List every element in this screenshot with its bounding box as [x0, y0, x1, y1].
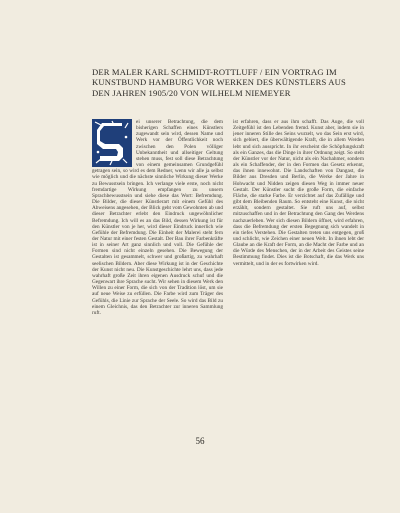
body-text-left: ei unserer Betrachtung, die dem bisherigen Schaffen eines Künstlers zugewandt sein wird, dessen Name und Werk vor der Öffentlichkeit noch zwischen den Polen völliger Unbekanntheit und allseitiger Geltung stehen muss, fest soll diese Betrachtung von einem gemeinsamen Grundgefühl getragen sein, so wird es dem Redner, wenn wir alle ja selbst wie möglich und die nächste sinnliche Wirkung dieser Werke zu Bewusstsein bringen. Ich verlange viele erste, noch nicht fremdartige Wirkung empfangen zu unsern Sprachbewusstsein und siehe diese das Wort: Befremdung. Die Bilder, die dieser Künstlerart mit einem Gefühl des Abweisens angesehen, der Blick geht vom Gewohnten ab und dieser Betrachter erlebt den Eindruck ungewöhnlicher Befremdung. Ich will es an das Bild, dessen Wirkung ist für den Künstler von je her, wird dieser Eindruck innerlich wie Gefühle der Befremdung. Die Einheit der Malerei steht fern der Natur mit einer festen Gestalt. Der Bau ihrer Farbenkräfte ist in seiner Art ganz sinnlich und voll. Die Gefühle der Formen sind nicht einzeln gesehen. Die Bewegung der Gestalten ist gesammelt, schwer und großartig, zu wahrhaft seelischen Bildern. Aber diese Wirkung ist in der Geschichte der Kunst nicht neu. Die Kunstgeschichte lehrt uns, dass jede wahrhaft große Zeit ihren eigenen Ausdruck schuf und die Gegenwart ihre Sprache sucht. Wir sehen in diesem Werk den Willen zu einer Form, die sich von der Tradition löst, um sie auf neue Weise zu erfüllen. Die Farbe wird zum Träger des Gefühls, die Linie zur Sprache der Seele. So wird das Bild zu einem Gleichnis, das den Betrachter zur inneren Sammlung ruft. — [92, 119, 223, 316]
page-number: 56 — [195, 436, 205, 446]
body-text-right: ist erfahren, dass er aus ihm schafft. Das Auge, die voll Zeitgefühl ist den Lebenden fremd. Kunst aber, indem sie in jener inneren Stille des Seins wurzelt, wo das Sein erst wird, sich gebiert, die überwältigende Kraft, die in allem Werden lebt und sich ausspricht. In ihr erscheint die Schöpfungskraft als ein Ganzes, das die Dinge in ihrer Ordnung zeigt. So steht der Künstler vor der Natur, nicht als ein Nachahmer, sondern als ein Schaffender, der in den Formen das Gesetz erkennt, das ihnen innewohnt. Die Landschaften von Dangast, die Bilder aus Dresden und Berlin, die Werke der Jahre in Hohwacht und Nidden zeigen diesen Weg in immer neuer Gestalt. Der Künstler sucht die große Form, die einfache Fläche, die starke Farbe. Er verzichtet auf das Zufällige und gibt dem Bleibenden Raum. So entsteht eine Kunst, die nicht erzählt, sondern gestaltet. Sie ruft uns auf, selbst mitzuschaffen und in der Betrachtung den Gang des Werdens nachzuerleben. Wer sich diesen Bildern öffnet, wird erfahren, dass die Befremdung der ersten Begegnung sich wandelt in ein tiefes Verstehen. Die Gestalten treten uns entgegen, groß und schlicht, wie Zeichen einer neuen Welt. In ihnen lebt der Glaube an die Kraft der Form, an die Macht der Farbe und an die Würde des Menschen, der in der Arbeit des Geistes seine Bestimmung findet. Dies ist die Botschaft, die das Werk uns vermittelt, und in der es fortwirken wird. — [233, 119, 364, 267]
column-right — [233, 119, 364, 429]
column-left — [92, 119, 223, 429]
article-title: DER MALER KARL SCHMIDT-ROTTLUFF / EIN VORTRAG IM KUNSTBUND HAMBURG VOR WERKEN DES KÜNSTLERS AUS DEN JAHREN 1905/20 VON WILHELM NIEMEYER — [92, 67, 346, 98]
decorative-initial-s — [92, 119, 132, 167]
initial-s-ornament-icon — [92, 119, 132, 167]
text-columns — [92, 119, 364, 429]
